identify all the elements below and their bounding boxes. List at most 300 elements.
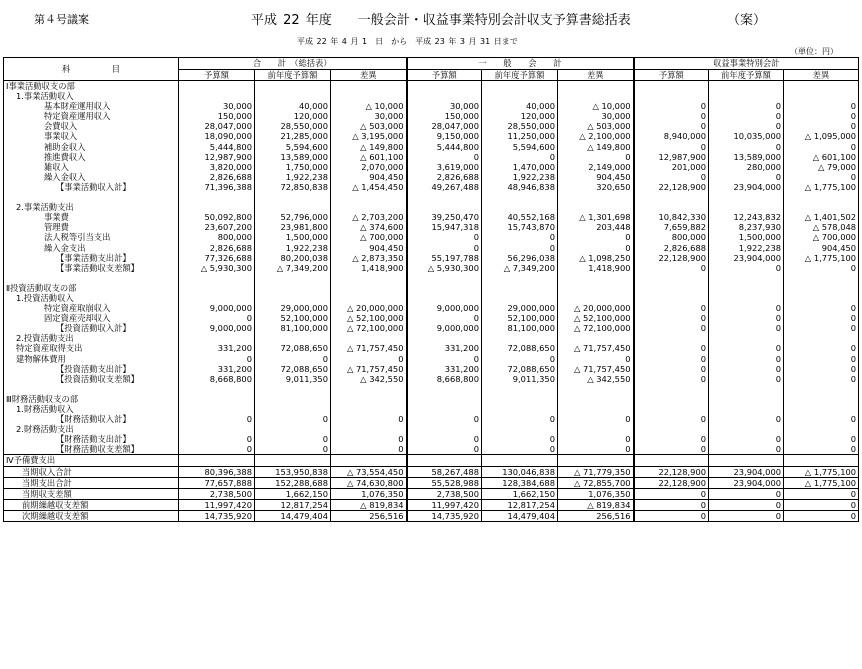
value-cell: 0 (784, 510, 859, 521)
value-cell (709, 424, 784, 434)
value-cell: 0 (634, 354, 709, 364)
table-row (4, 101, 859, 111)
group-header-profit: 収益事業特別会計 (634, 58, 859, 70)
value-cell: 331,200 (179, 343, 255, 353)
value-cell (558, 192, 634, 202)
row-label: 【事業活動支出計】 (4, 253, 179, 263)
value-cell (255, 202, 331, 212)
value-cell: △ 1,095,000 (784, 131, 859, 141)
value-cell: 0 (331, 444, 407, 455)
value-cell: △ 7,349,200 (482, 263, 558, 273)
col-header-prev-budget: 前年度予算額 (255, 69, 331, 81)
value-cell (482, 333, 558, 343)
value-cell (709, 455, 784, 466)
value-cell: 12,817,254 (482, 499, 558, 510)
value-cell: 120,000 (482, 111, 558, 121)
value-cell (331, 81, 407, 92)
table-row (4, 343, 859, 353)
value-cell (709, 91, 784, 101)
value-cell (558, 293, 634, 303)
value-cell: 0 (407, 232, 482, 242)
value-cell (179, 384, 255, 394)
value-cell (709, 293, 784, 303)
value-cell: 0 (407, 354, 482, 364)
value-cell: 0 (558, 434, 634, 444)
value-cell: △ 700,000 (784, 232, 859, 242)
value-cell (255, 91, 331, 101)
value-cell: 22,128,900 (634, 466, 709, 477)
row-label: 【事業活動収入計】 (4, 182, 179, 192)
value-cell (407, 404, 482, 414)
row-label: 2.投資活動支出 (4, 333, 179, 343)
value-cell: △ 578,048 (784, 222, 859, 232)
value-cell: △ 20,000,000 (331, 303, 407, 313)
value-cell: 14,735,920 (407, 510, 482, 521)
value-cell (784, 273, 859, 283)
value-cell (784, 293, 859, 303)
value-cell (634, 273, 709, 283)
value-cell: 153,950,838 (255, 466, 331, 477)
value-cell: △ 149,800 (558, 142, 634, 152)
value-cell: 49,267,488 (407, 182, 482, 192)
value-cell (482, 384, 558, 394)
value-cell: 0 (407, 434, 482, 444)
value-cell: 72,088,650 (482, 364, 558, 374)
row-label: 補助金収入 (4, 142, 179, 152)
value-cell (179, 333, 255, 343)
value-cell: 10,035,000 (709, 131, 784, 141)
value-cell (179, 424, 255, 434)
value-cell (558, 424, 634, 434)
value-cell (407, 91, 482, 101)
value-cell: 22,128,900 (634, 182, 709, 192)
value-cell (255, 81, 331, 92)
value-cell: 1,750,000 (255, 162, 331, 172)
value-cell: 0 (482, 444, 558, 455)
value-cell: △ 342,550 (331, 374, 407, 384)
value-cell (179, 455, 255, 466)
value-cell (634, 394, 709, 404)
value-cell (331, 394, 407, 404)
value-cell: 0 (407, 313, 482, 323)
value-cell: 0 (784, 263, 859, 273)
value-cell (482, 293, 558, 303)
col-header-difference: 差異 (784, 69, 859, 81)
value-cell: 331,200 (407, 364, 482, 374)
table-row (4, 488, 859, 499)
table-row (4, 455, 859, 466)
value-cell: 0 (255, 354, 331, 364)
row-label: 特定資産取崩収入 (4, 303, 179, 313)
value-cell: 0 (179, 434, 255, 444)
value-cell: 0 (709, 434, 784, 444)
value-cell: △ 7,349,200 (255, 263, 331, 273)
row-label: 2.事業活動支出 (4, 202, 179, 212)
value-cell: 0 (407, 444, 482, 455)
value-cell (482, 273, 558, 283)
table-row (4, 162, 859, 172)
value-cell (179, 394, 255, 404)
table-row (4, 222, 859, 232)
row-label: 当期収入合計 (4, 466, 179, 477)
value-cell: 0 (255, 434, 331, 444)
value-cell (407, 192, 482, 202)
value-cell: △ 601,100 (331, 152, 407, 162)
value-cell: 0 (558, 354, 634, 364)
value-cell: 5,444,800 (407, 142, 482, 152)
table-row (4, 142, 859, 152)
unit-label: （単位：円） (790, 47, 838, 56)
value-cell: 0 (634, 111, 709, 121)
document-title: 平成 22 年度 一般会計・収益事業特別会計収支予算書総括表 (251, 13, 631, 28)
value-cell: 0 (634, 499, 709, 510)
value-cell: 40,552,168 (482, 212, 558, 222)
value-cell: △ 601,100 (784, 152, 859, 162)
value-cell: △ 1,401,502 (784, 212, 859, 222)
value-cell: 0 (709, 374, 784, 384)
value-cell: 0 (709, 414, 784, 424)
table-row (4, 91, 859, 101)
value-cell (331, 333, 407, 343)
value-cell: △ 20,000,000 (558, 303, 634, 313)
row-label: 管理費 (4, 222, 179, 232)
value-cell: 0 (634, 172, 709, 182)
value-cell (331, 293, 407, 303)
value-cell: 77,657,888 (179, 477, 255, 488)
row-label (4, 384, 179, 394)
value-cell: 30,000 (331, 111, 407, 121)
value-cell: 1,470,000 (482, 162, 558, 172)
value-cell: 0 (634, 101, 709, 111)
value-cell: 40,000 (482, 101, 558, 111)
value-cell: 0 (709, 510, 784, 521)
value-cell: 0 (634, 510, 709, 521)
value-cell: △ 71,757,450 (558, 343, 634, 353)
value-cell (482, 455, 558, 466)
value-cell: 0 (482, 152, 558, 162)
value-cell (634, 192, 709, 202)
value-cell (179, 404, 255, 414)
value-cell: 18,090,000 (179, 131, 255, 141)
value-cell: 1,418,900 (331, 263, 407, 273)
value-cell (784, 394, 859, 404)
value-cell (558, 384, 634, 394)
value-cell: 9,000,000 (407, 303, 482, 313)
value-cell: 1,418,900 (558, 263, 634, 273)
value-cell: 12,243,832 (709, 212, 784, 222)
row-label: 【投資活動収支差額】 (4, 374, 179, 384)
value-cell (407, 293, 482, 303)
value-cell (784, 192, 859, 202)
value-cell: 0 (709, 111, 784, 121)
value-cell: 0 (558, 152, 634, 162)
value-cell: 8,668,800 (179, 374, 255, 384)
value-cell: 1,662,150 (255, 488, 331, 499)
value-cell: 256,516 (558, 510, 634, 521)
value-cell: 3,619,000 (407, 162, 482, 172)
value-cell: 72,088,650 (255, 364, 331, 374)
value-cell (482, 283, 558, 293)
value-cell: 0 (709, 364, 784, 374)
value-cell: 0 (784, 101, 859, 111)
table-row (4, 81, 859, 92)
table-row (4, 434, 859, 444)
table-row (4, 263, 859, 273)
value-cell: 80,396,388 (179, 466, 255, 477)
table-row (4, 293, 859, 303)
table-row (4, 243, 859, 253)
table-row (4, 121, 859, 131)
value-cell: 904,450 (331, 243, 407, 253)
value-cell: 28,047,000 (179, 121, 255, 131)
row-label: 事業費 (4, 212, 179, 222)
table-row (4, 414, 859, 424)
value-cell: 39,250,470 (407, 212, 482, 222)
value-cell (407, 283, 482, 293)
value-cell: 0 (634, 364, 709, 374)
value-cell (482, 91, 558, 101)
value-cell: 81,100,000 (482, 323, 558, 333)
row-label: 基本財産運用収入 (4, 101, 179, 111)
value-cell: 58,267,488 (407, 466, 482, 477)
row-label: 会費収入 (4, 121, 179, 131)
value-cell: 0 (709, 343, 784, 353)
row-label: 2.財務活動支出 (4, 424, 179, 434)
value-cell (709, 333, 784, 343)
value-cell (558, 283, 634, 293)
table-row (4, 466, 859, 477)
value-cell: △ 819,834 (558, 499, 634, 510)
value-cell (709, 384, 784, 394)
value-cell: 0 (784, 303, 859, 313)
row-label: 1.事業活動収入 (4, 91, 179, 101)
value-cell: 0 (784, 354, 859, 364)
value-cell: △ 52,100,000 (331, 313, 407, 323)
value-cell: 0 (179, 414, 255, 424)
agenda-number: 第４号議案 (34, 13, 89, 26)
value-cell: 1,922,238 (709, 243, 784, 253)
value-cell: 0 (709, 303, 784, 313)
value-cell (709, 273, 784, 283)
value-cell: 0 (634, 444, 709, 455)
table-body (4, 81, 859, 522)
value-cell: 9,011,350 (482, 374, 558, 384)
value-cell: 11,250,000 (482, 131, 558, 141)
value-cell: △ 10,000 (331, 101, 407, 111)
value-cell: △ 149,800 (331, 142, 407, 152)
row-label: 1.財務活動収入 (4, 404, 179, 414)
value-cell: 0 (634, 434, 709, 444)
value-cell: 0 (482, 354, 558, 364)
value-cell: △ 819,834 (331, 499, 407, 510)
value-cell: 0 (407, 243, 482, 253)
value-cell: 2,826,688 (179, 172, 255, 182)
value-cell: 0 (709, 444, 784, 455)
value-cell (331, 455, 407, 466)
row-label: 【投資活動収入計】 (4, 323, 179, 333)
row-label: 当期支出合計 (4, 477, 179, 488)
value-cell: 14,479,404 (482, 510, 558, 521)
value-cell: △ 72,100,000 (331, 323, 407, 333)
value-cell: 904,450 (558, 172, 634, 182)
value-cell (482, 394, 558, 404)
value-cell: 0 (784, 499, 859, 510)
value-cell: 52,796,000 (255, 212, 331, 222)
value-cell (407, 273, 482, 283)
value-cell (634, 424, 709, 434)
row-label: 繰入金収入 (4, 172, 179, 182)
value-cell: 71,396,388 (179, 182, 255, 192)
value-cell: 14,479,404 (255, 510, 331, 521)
row-label: 【財務活動収入計】 (4, 414, 179, 424)
value-cell (709, 202, 784, 212)
value-cell: △ 342,550 (558, 374, 634, 384)
table-row (4, 232, 859, 242)
value-cell: 10,842,330 (634, 212, 709, 222)
value-cell (331, 384, 407, 394)
table-row (4, 131, 859, 141)
value-cell: 0 (709, 101, 784, 111)
value-cell: 0 (558, 243, 634, 253)
value-cell: 0 (784, 323, 859, 333)
value-cell: 331,200 (407, 343, 482, 353)
value-cell (784, 91, 859, 101)
table-row (4, 202, 859, 212)
value-cell: 8,940,000 (634, 131, 709, 141)
group-header-total: 合 計 （総括表） (179, 58, 407, 70)
row-label: 事業収入 (4, 131, 179, 141)
value-cell: 5,594,600 (255, 142, 331, 152)
value-cell: 0 (784, 111, 859, 121)
value-cell: 22,128,900 (634, 253, 709, 263)
value-cell (558, 333, 634, 343)
value-cell (784, 384, 859, 394)
value-cell (255, 273, 331, 283)
value-cell (179, 273, 255, 283)
value-cell (634, 384, 709, 394)
value-cell: 0 (331, 354, 407, 364)
value-cell: 203,448 (558, 222, 634, 232)
value-cell (784, 404, 859, 414)
row-label: 雑収入 (4, 162, 179, 172)
table-row (4, 374, 859, 384)
value-cell: △ 5,930,300 (179, 263, 255, 273)
value-cell: △ 71,779,350 (558, 466, 634, 477)
value-cell: 0 (331, 434, 407, 444)
col-header-prev-budget: 前年度予算額 (482, 69, 558, 81)
value-cell (255, 333, 331, 343)
value-cell (407, 455, 482, 466)
value-cell: 1,922,238 (255, 243, 331, 253)
value-cell: 2,149,000 (558, 162, 634, 172)
value-cell: △ 74,630,800 (331, 477, 407, 488)
value-cell: △ 700,000 (331, 232, 407, 242)
value-cell: 12,987,900 (179, 152, 255, 162)
value-cell: 2,826,688 (634, 243, 709, 253)
value-cell: 2,738,500 (407, 488, 482, 499)
value-cell: 0 (634, 374, 709, 384)
value-cell: 28,047,000 (407, 121, 482, 131)
value-cell: 0 (784, 121, 859, 131)
value-cell: 0 (784, 434, 859, 444)
value-cell: 800,000 (179, 232, 255, 242)
value-cell: 0 (331, 414, 407, 424)
value-cell: 14,735,920 (179, 510, 255, 521)
value-cell (331, 91, 407, 101)
value-cell (255, 455, 331, 466)
value-cell: 0 (709, 488, 784, 499)
value-cell (634, 333, 709, 343)
row-label: 特定資産運用収入 (4, 111, 179, 121)
table-row (4, 192, 859, 202)
value-cell: 5,444,800 (179, 142, 255, 152)
value-cell: △ 2,873,350 (331, 253, 407, 263)
value-cell: 55,528,988 (407, 477, 482, 488)
value-cell (255, 394, 331, 404)
value-cell: 55,197,788 (407, 253, 482, 263)
value-cell (634, 81, 709, 92)
value-cell: 52,100,000 (482, 313, 558, 323)
value-cell: 0 (255, 414, 331, 424)
value-cell (558, 273, 634, 283)
value-cell: 0 (634, 303, 709, 313)
value-cell: △ 10,000 (558, 101, 634, 111)
value-cell: △ 1,454,450 (331, 182, 407, 192)
value-cell (784, 424, 859, 434)
value-cell: 0 (482, 414, 558, 424)
value-cell: 5,594,600 (482, 142, 558, 152)
value-cell: 23,904,000 (709, 182, 784, 192)
value-cell: 130,046,838 (482, 466, 558, 477)
table-row (4, 303, 859, 313)
row-label (4, 192, 179, 202)
value-cell: 0 (784, 343, 859, 353)
value-cell: △ 1,301,698 (558, 212, 634, 222)
row-label: 【事業活動収支差額】 (4, 263, 179, 273)
value-cell: 0 (558, 414, 634, 424)
value-cell (634, 404, 709, 414)
value-cell: 0 (709, 499, 784, 510)
col-header-prev-budget: 前年度予算額 (709, 69, 784, 81)
value-cell (179, 293, 255, 303)
value-cell (407, 384, 482, 394)
value-cell: 13,589,000 (255, 152, 331, 162)
value-cell: 77,326,688 (179, 253, 255, 263)
value-cell (558, 404, 634, 414)
value-cell: 29,000,000 (482, 303, 558, 313)
value-cell: △ 3,195,000 (331, 131, 407, 141)
value-cell: 0 (634, 142, 709, 152)
value-cell: 0 (784, 364, 859, 374)
value-cell (407, 81, 482, 92)
value-cell: 0 (634, 414, 709, 424)
value-cell: 0 (634, 121, 709, 131)
value-cell: 11,997,420 (407, 499, 482, 510)
value-cell: 9,000,000 (179, 303, 255, 313)
value-cell: 150,000 (179, 111, 255, 121)
value-cell: △ 1,775,100 (784, 182, 859, 192)
value-cell: 28,550,000 (255, 121, 331, 131)
value-cell: 800,000 (634, 232, 709, 242)
value-cell: 0 (407, 152, 482, 162)
value-cell (634, 91, 709, 101)
value-cell: 0 (482, 243, 558, 253)
value-cell (255, 384, 331, 394)
value-cell: 0 (784, 172, 859, 182)
value-cell: 23,607,200 (179, 222, 255, 232)
value-cell: 81,100,000 (255, 323, 331, 333)
row-label: Ⅲ財務活動収支の部 (4, 394, 179, 404)
